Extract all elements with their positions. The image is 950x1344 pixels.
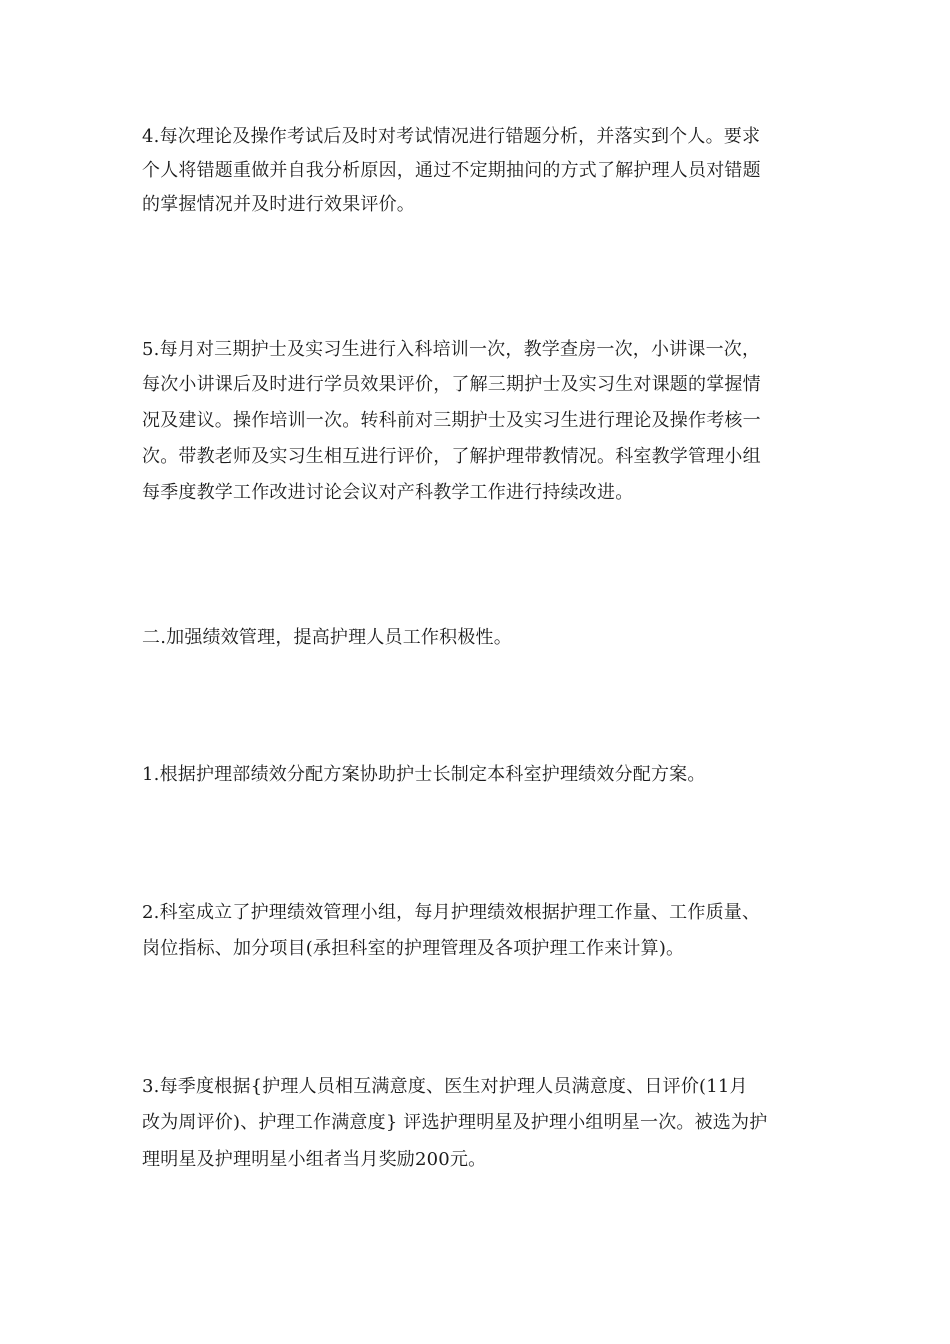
- paragraph-5-line-3: 况及建议。操作培训一次。转科前对三期护士及实习生进行理论及操作考核一: [142, 410, 761, 431]
- paragraph-5-line-5: 每季度教学工作改进讨论会议对产科教学工作进行持续改进。: [142, 482, 634, 503]
- paragraph-5-line-4: 次。带教老师及实习生相互进行评价，了解护理带教情况。科室教学管理小组: [142, 446, 761, 467]
- section-heading-2: 二.加强绩效管理，提高护理人员工作积极性。: [142, 627, 512, 648]
- item-3-line-1: 3.每季度根据{护理人员相互满意度、医生对护理人员满意度、日评价(11月: [142, 1076, 748, 1097]
- paragraph-4-line-2: 个人将错题重做并自我分析原因，通过不定期抽问的方式了解护理人员对错题: [142, 160, 761, 181]
- paragraph-4-line-1: 4.每次理论及操作考试后及时对考试情况进行错题分析，并落实到个人。要求: [142, 126, 761, 147]
- paragraph-5-line-1: 5.每月对三期护士及实习生进行入科培训一次，教学查房一次，小讲课一次，: [142, 339, 761, 360]
- paragraph-5-line-2: 每次小讲课后及时进行学员效果评价，了解三期护士及实习生对课题的掌握情: [142, 374, 761, 395]
- item-2-line-1: 2.科室成立了护理绩效管理小组，每月护理绩效根据护理工作量、工作质量、: [142, 902, 761, 923]
- item-2-line-2: 岗位指标、加分项目(承担科室的护理管理及各项护理工作来计算)。: [142, 938, 685, 959]
- paragraph-4-line-3: 的掌握情况并及时进行效果评价。: [142, 194, 415, 215]
- item-3-line-3: 理明星及护理明星小组者当月奖励200元。: [142, 1149, 487, 1170]
- item-1-line-1: 1.根据护理部绩效分配方案协助护士长制定本科室护理绩效分配方案。: [142, 764, 706, 785]
- item-3-line-2: 改为周评价)、护理工作满意度} 评选护理明星及护理小组明星一次。被选为护: [142, 1112, 768, 1133]
